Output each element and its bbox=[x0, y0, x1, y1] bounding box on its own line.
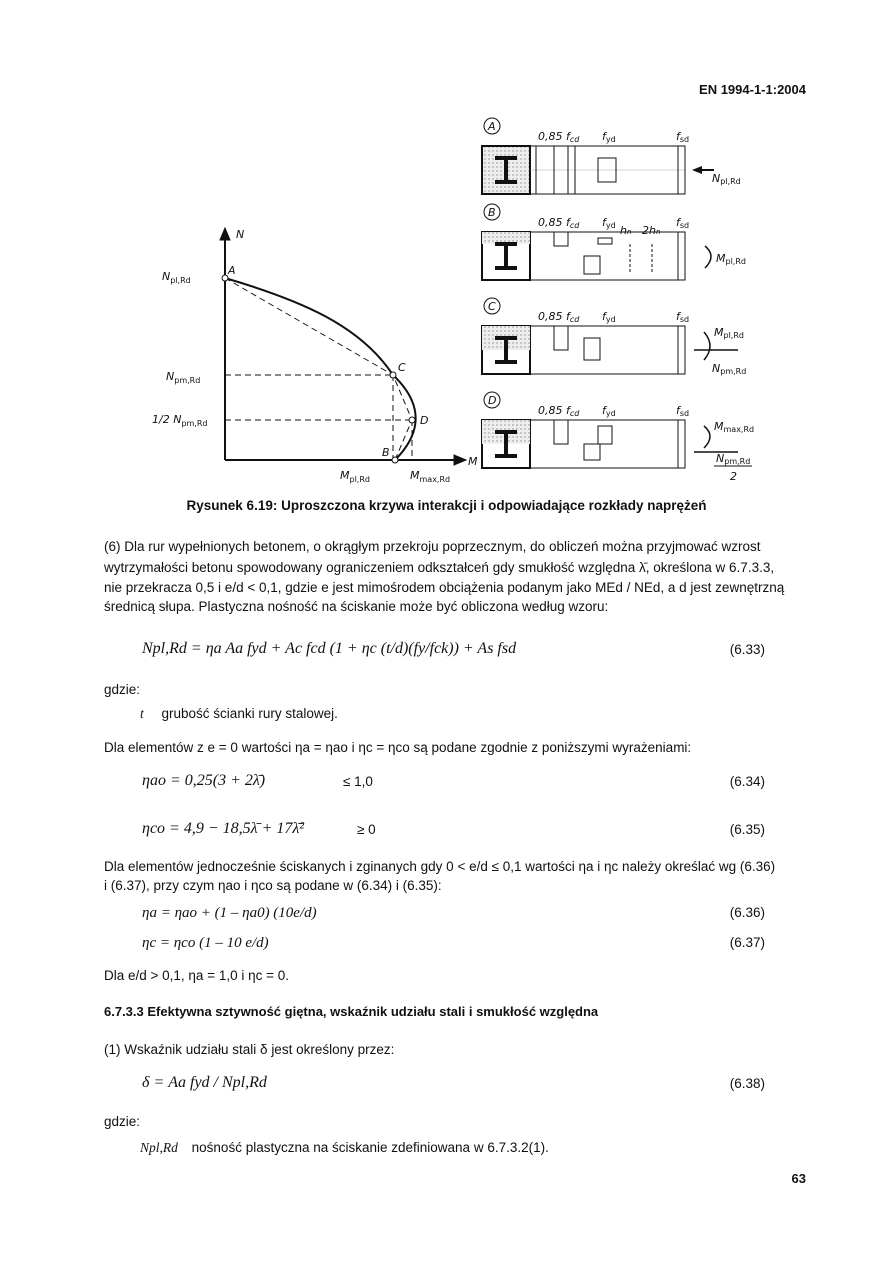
npl-label: N bbox=[162, 270, 171, 283]
svg-text:Mpl,Rd: Mpl,Rd bbox=[716, 252, 746, 266]
mmax-label: M bbox=[410, 469, 420, 482]
npl-definition: nośność plastyczna na ściskanie zdefiniowana w 6.7.3.2(1). bbox=[191, 1140, 549, 1155]
point-d-label: D bbox=[420, 414, 429, 427]
point-c-label: C bbox=[398, 361, 406, 374]
svg-text:Npl,Rd: $N_{pl,Rd}$ bbox=[162, 270, 191, 285]
equation-6-34-condition: ≤ 1,0 bbox=[343, 774, 373, 789]
npl-symbol: Npl,Rd bbox=[140, 1140, 178, 1155]
equation-6-36: ηa = ηao + (1 – ηa0) (10e/d) bbox=[142, 905, 317, 921]
equation-6-37: ηc = ηco (1 – 10 e/d) bbox=[142, 935, 269, 951]
svg-text:2hn: 2hn bbox=[642, 224, 661, 237]
line-bending-1: Dla elementów jednocześnie ściskanych i zginanych gdy 0 < e/d ≤ 0,1 wartości ηa i ηc należy określać wg (6.36) bbox=[104, 859, 776, 874]
t-symbol: t bbox=[140, 706, 144, 721]
svg-text:D: D bbox=[488, 394, 497, 407]
svg-text:Npm,Rd: Npm,Rd bbox=[716, 452, 751, 466]
line-e-over-d: Dla e/d > 0,1, ηa = 1,0 i ηc = 0. bbox=[104, 968, 289, 983]
svg-text:Mmax,Rd: Mmax,Rd bbox=[714, 420, 755, 434]
interaction-diagram bbox=[220, 228, 466, 465]
svg-text:fsd: fsd bbox=[676, 404, 690, 418]
svg-text:A: A bbox=[488, 120, 496, 133]
paragraph-6-line4: średnicą słupa. Plastyczna nośność na ściskanie może być obliczona według wzoru: bbox=[104, 599, 609, 614]
svg-text:fsd: fsd bbox=[676, 310, 690, 324]
point-b-label: B bbox=[382, 446, 390, 459]
svg-text:fyd: fyd bbox=[602, 404, 616, 418]
stress-panel-a bbox=[482, 118, 741, 194]
figure-6-19 bbox=[140, 110, 820, 490]
paragraph-1: (1) Wskaźnik udziału stali δ jest określony przez: bbox=[104, 1042, 395, 1057]
equation-6-38: δ = Aa fyd / Npl,Rd bbox=[142, 1074, 267, 1091]
paragraph-6-line3: nie przekracza 0,5 i e/d < 0,1, gdzie e jest mimośrodem obciążenia podanym jako MEd / NEd, a d jest zewnętrzną bbox=[104, 580, 785, 595]
svg-text:hn: hn bbox=[620, 224, 632, 237]
standard-header: EN 1994-1-1:2004 bbox=[699, 82, 806, 97]
section-heading-6-7-3-3: 6.7.3.3 Efektywna sztywność giętna, wskaźnik udziału stali i smukłość względna bbox=[104, 1004, 599, 1019]
svg-text:fsd: fsd bbox=[676, 130, 690, 144]
equation-6-33-number: (6.33) bbox=[729, 642, 765, 657]
svg-text:0,85 fcd: 0,85 fcd bbox=[538, 404, 580, 418]
svg-text:fyd: fyd bbox=[602, 216, 616, 230]
equation-6-35-number: (6.35) bbox=[729, 822, 765, 837]
line-e-zero: Dla elementów z e = 0 wartości ηa = ηao i ηc = ηco są podane zgodnie z poniższymi wyrażeniami: bbox=[104, 740, 692, 755]
where-label-2: gdzie: bbox=[104, 1114, 141, 1129]
stress-panel-c bbox=[482, 298, 746, 376]
svg-text:Npl,Rd: Npl,Rd bbox=[712, 172, 741, 186]
paragraph-6-line1: (6) Dla rur wypełnionych betonem, o okrągłym przekroju poprzecznym, do obliczeń można przyjmować wzrost bbox=[104, 539, 761, 554]
svg-text:0,85 fcd: 0,85 fcd bbox=[538, 310, 580, 324]
stress-panel-d bbox=[482, 392, 754, 483]
svg-text:fyd: fyd bbox=[602, 130, 616, 144]
svg-text:0,85 fcd: 0,85 fcd bbox=[538, 130, 580, 144]
stress-panel-b bbox=[482, 204, 746, 280]
axis-m-label: M bbox=[468, 455, 478, 468]
paragraph-6-line2: wytrzymałości betonu spowodowany ograniczeniem odkształceń gdy smukłość względna λ̄, określona w 6.7.3.3, bbox=[104, 560, 775, 575]
equation-6-34: ηao = 0,25(3 + 2λ̄) bbox=[142, 772, 266, 789]
line-bending-2: i (6.37), przy czym ηao i ηco są podane w (6.34) i (6.35): bbox=[104, 878, 442, 893]
svg-text:Mmax,Rd: $M_{max,Rd}$ bbox=[410, 469, 451, 484]
equation-6-36-number: (6.36) bbox=[729, 905, 765, 920]
npm-label: N bbox=[166, 370, 175, 383]
figure-caption: Rysunek 6.19: Uproszczona krzywa interakcji i odpowiadające rozkłady naprężeń bbox=[186, 498, 707, 513]
equation-6-35-condition: ≥ 0 bbox=[357, 822, 376, 837]
svg-text:C: C bbox=[488, 300, 496, 313]
half-npm-label: 1/2 N bbox=[152, 413, 182, 426]
svg-text:B: B bbox=[488, 206, 496, 219]
equation-6-38-number: (6.38) bbox=[729, 1076, 765, 1091]
equation-6-33: Npl,Rd = ηa Aa fyd + Ac fcd (1 + ηc (t/d)(fy/fck)) + As fsd bbox=[142, 640, 517, 657]
svg-text:fyd: fyd bbox=[602, 310, 616, 324]
svg-text:Npm,Rd: Npm,Rd bbox=[712, 362, 747, 376]
mpl-label: M bbox=[340, 469, 350, 482]
t-definition: grubość ścianki rury stalowej. bbox=[161, 706, 338, 721]
where-label-1: gdzie: bbox=[104, 682, 141, 697]
svg-text:0,85 fcd: 0,85 fcd bbox=[538, 216, 580, 230]
svg-text:Mpl,Rd: $M_{pl,Rd}$ bbox=[340, 469, 370, 484]
page-number: 63 bbox=[791, 1171, 806, 1186]
svg-text:fsd: fsd bbox=[676, 216, 690, 230]
axis-n-label: N bbox=[236, 228, 245, 241]
equation-6-34-number: (6.34) bbox=[729, 774, 765, 789]
svg-text:Mpl,Rd: Mpl,Rd bbox=[714, 326, 744, 340]
svg-text:2: 2 bbox=[730, 470, 737, 483]
equation-6-37-number: (6.37) bbox=[729, 935, 765, 950]
svg-text:1/2 Npm,Rd: 1/2 $N_{pm,Rd}$ bbox=[152, 413, 208, 428]
equation-6-35: ηco = 4,9 − 18,5λ̄ + 17λ̄² bbox=[142, 820, 305, 837]
svg-text:Npm,Rd: $N_{pm,Rd}$ bbox=[166, 370, 201, 385]
point-a-label: A bbox=[228, 264, 236, 277]
